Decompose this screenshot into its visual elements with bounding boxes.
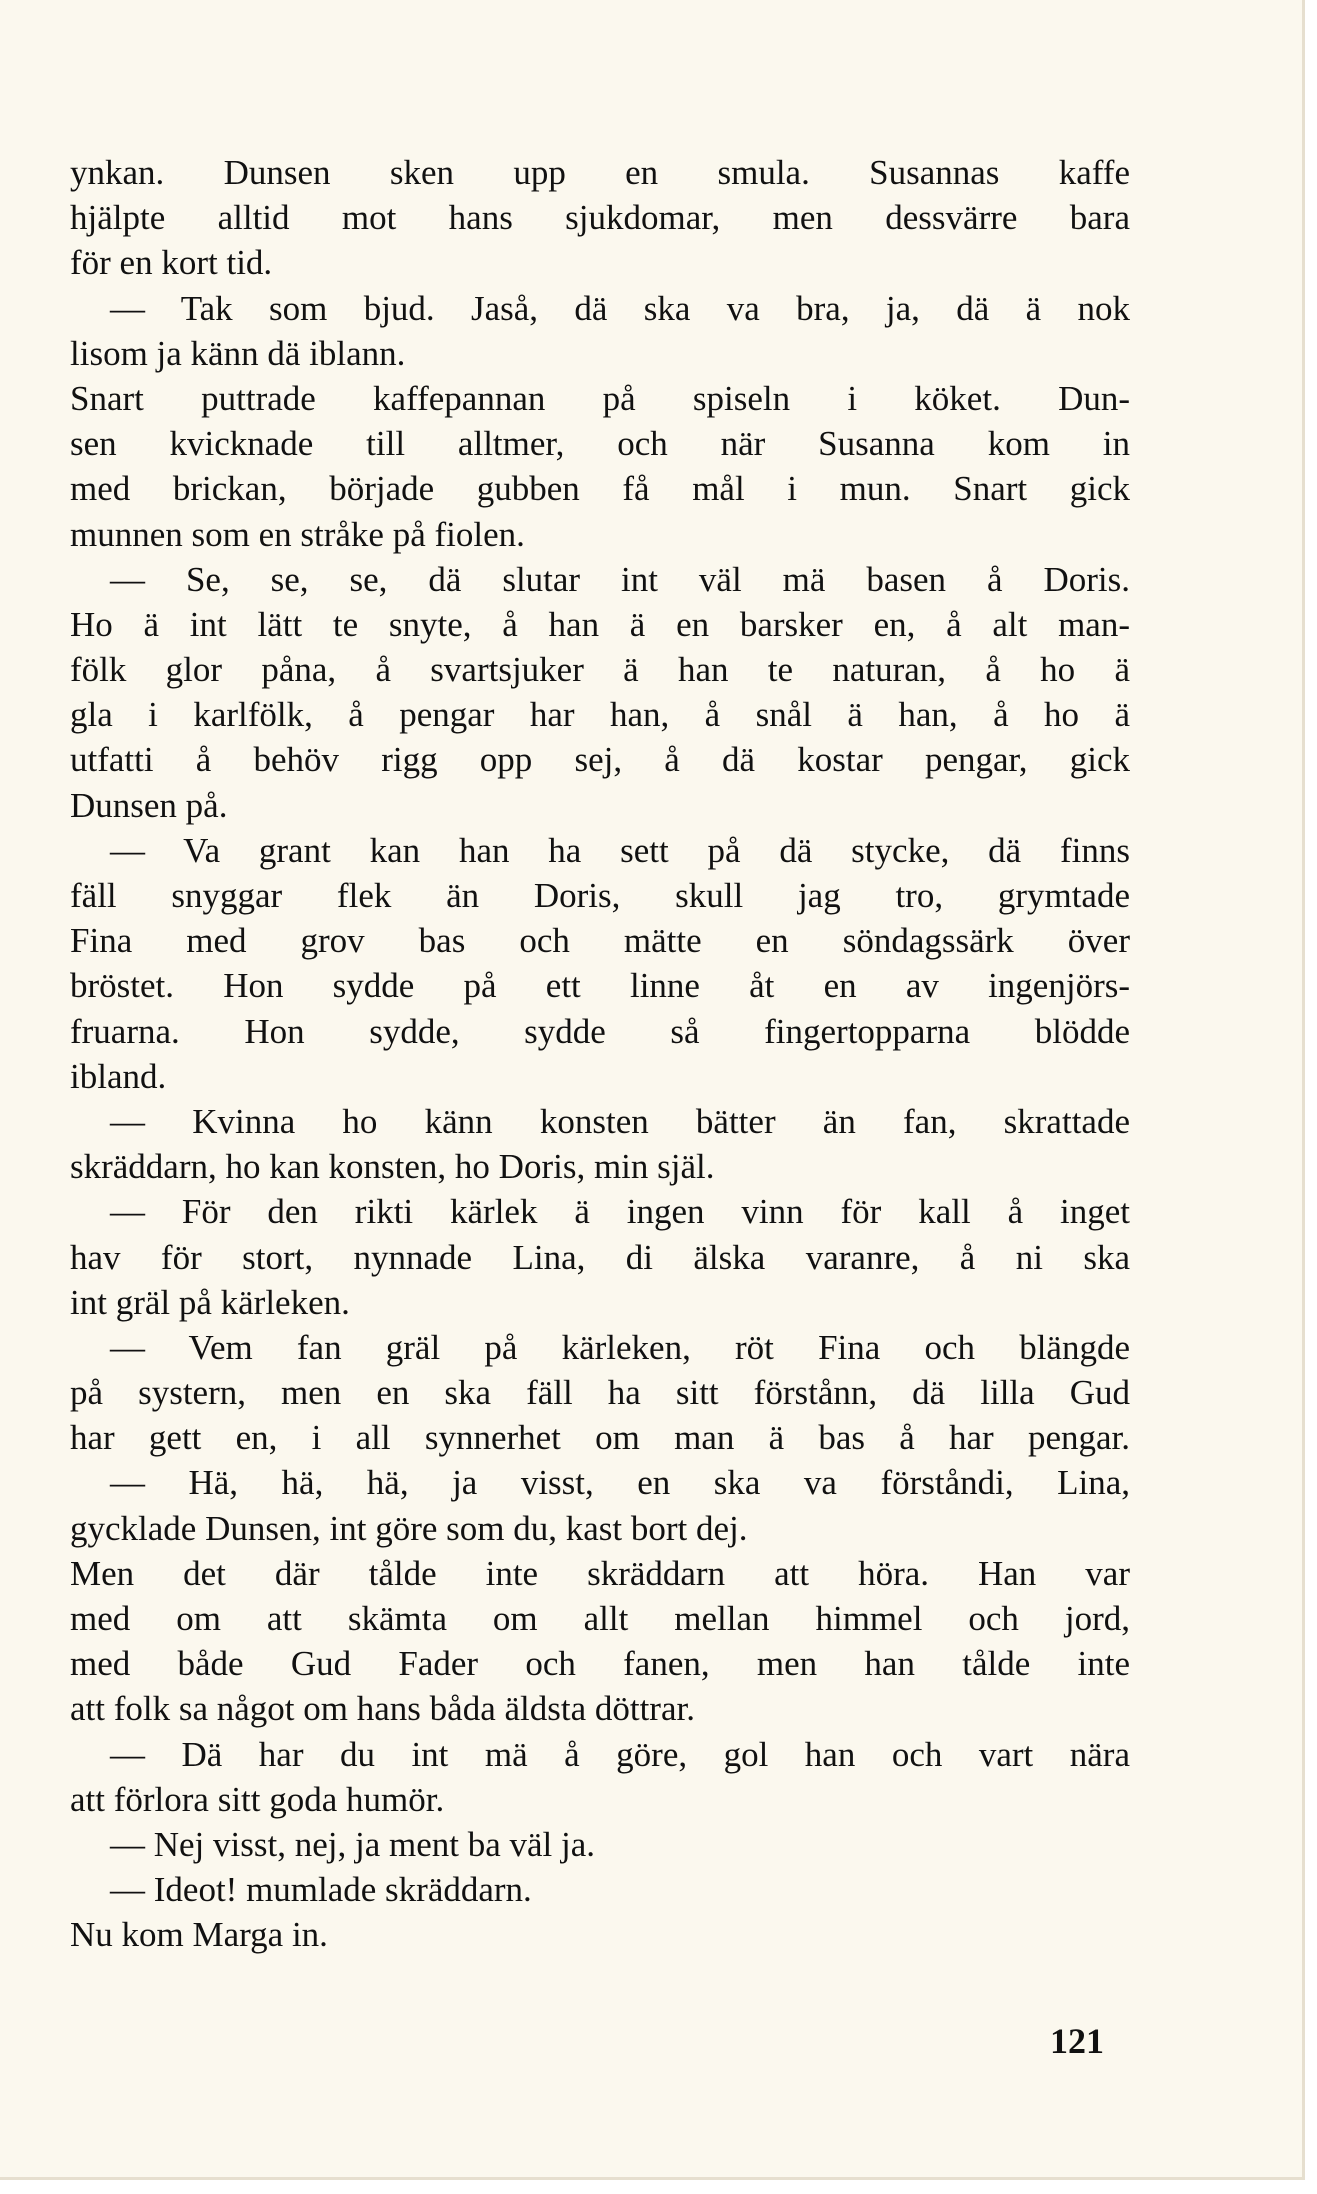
text-line: på systern, men en ska fäll ha sitt förstånn, dä lilla Gud	[70, 1373, 1130, 1413]
body-text	[70, 150, 1130, 1958]
text-line: — Kvinna ho känn konsten bätter än fan, skrattade	[110, 1101, 1130, 1141]
page-number: 121	[1050, 2021, 1104, 2061]
text-line: för en kort tid.	[70, 243, 273, 283]
text-line: lisom ja känn dä iblann.	[70, 333, 406, 373]
text-line: — Dä har du int mä å göre, gol han och vart nära	[110, 1734, 1130, 1774]
text-line: — Ideot! mumlade skräddarn.	[110, 1870, 532, 1910]
text-line: int gräl på kärleken.	[70, 1282, 350, 1322]
text-line: har gett en, i all synnerhet om man ä bas å har pengar.	[70, 1418, 1130, 1458]
text-line: — Tak som bjud. Jaså, dä ska va bra, ja, dä ä nok	[110, 288, 1130, 328]
text-line: hav för stort, nynnade Lina, di älska varanre, å ni ska	[70, 1237, 1130, 1277]
text-line: — För den rikti kärlek ä ingen vinn för kall å inget	[110, 1192, 1130, 1232]
text-line: Ho ä int lätt te snyte, å han ä en barsker en, å alt man-	[70, 604, 1130, 644]
text-line: sen kvicknade till alltmer, och när Susanna kom in	[70, 424, 1130, 464]
text-line: gla i karlfölk, å pengar har han, å snål ä han, å ho ä	[70, 695, 1130, 735]
text-line: bröstet. Hon sydde på ett linne åt en av ingenjörs-	[70, 966, 1130, 1006]
text-line: Nu kom Marga in.	[70, 1915, 328, 1955]
text-line: Dunsen på.	[70, 785, 228, 825]
text-line: med om att skämta om allt mellan himmel och jord,	[70, 1599, 1130, 1638]
text-line: Men det där tålde inte skräddarn att höra. Han var	[70, 1553, 1130, 1593]
text-line: — Va grant kan han ha sett på dä stycke, dä finns	[110, 830, 1130, 870]
text-line: med brickan, började gubben få mål i mun. Snart gick	[70, 469, 1130, 509]
text-line: — Nej visst, nej, ja ment ba väl ja.	[110, 1824, 596, 1864]
text-line: — Se, se, se, dä slutar int väl mä basen å Doris.	[110, 559, 1130, 599]
text-line: att folk sa något om hans båda äldsta döttrar.	[70, 1689, 695, 1729]
text-line: fruarna. Hon sydde, sydde så fingertopparna blödde	[70, 1011, 1130, 1051]
text-line: hjälpte alltid mot hans sjukdomar, men dessvärre bara	[70, 198, 1130, 238]
text-line: skräddarn, ho kan konsten, ho Doris, min själ.	[70, 1147, 715, 1187]
text-line: med både Gud Fader och fanen, men han tålde inte	[70, 1644, 1130, 1684]
text-line: ibland.	[70, 1056, 167, 1096]
text-line: Snart puttrade kaffepannan på spiseln i köket. Dun-	[70, 378, 1130, 418]
text-line: gycklade Dunsen, int göre som du, kast bort dej.	[70, 1508, 748, 1548]
text-line: — Vem fan gräl på kärleken, röt Fina och blängde	[110, 1327, 1130, 1367]
text-line: att förlora sitt goda humör.	[70, 1779, 445, 1819]
text-line: utfatti å behöv rigg opp sej, å dä kostar pengar, gick	[70, 740, 1130, 780]
text-line: — Hä, hä, hä, ja visst, en ska va förståndi, Lina,	[110, 1463, 1130, 1503]
text-line: fäll snyggar flek än Doris, skull jag tro, grymtade	[70, 876, 1130, 915]
text-line: Fina med grov bas och mätte en söndagssärk över	[70, 921, 1130, 961]
text-line: munnen som en stråke på fiolen.	[70, 514, 525, 554]
text-line: fölk glor påna, å svartsjuker ä han te naturan, å ho ä	[70, 650, 1130, 690]
text-line: ynkan. Dunsen sken upp en smula. Susannas kaffe	[70, 153, 1130, 192]
